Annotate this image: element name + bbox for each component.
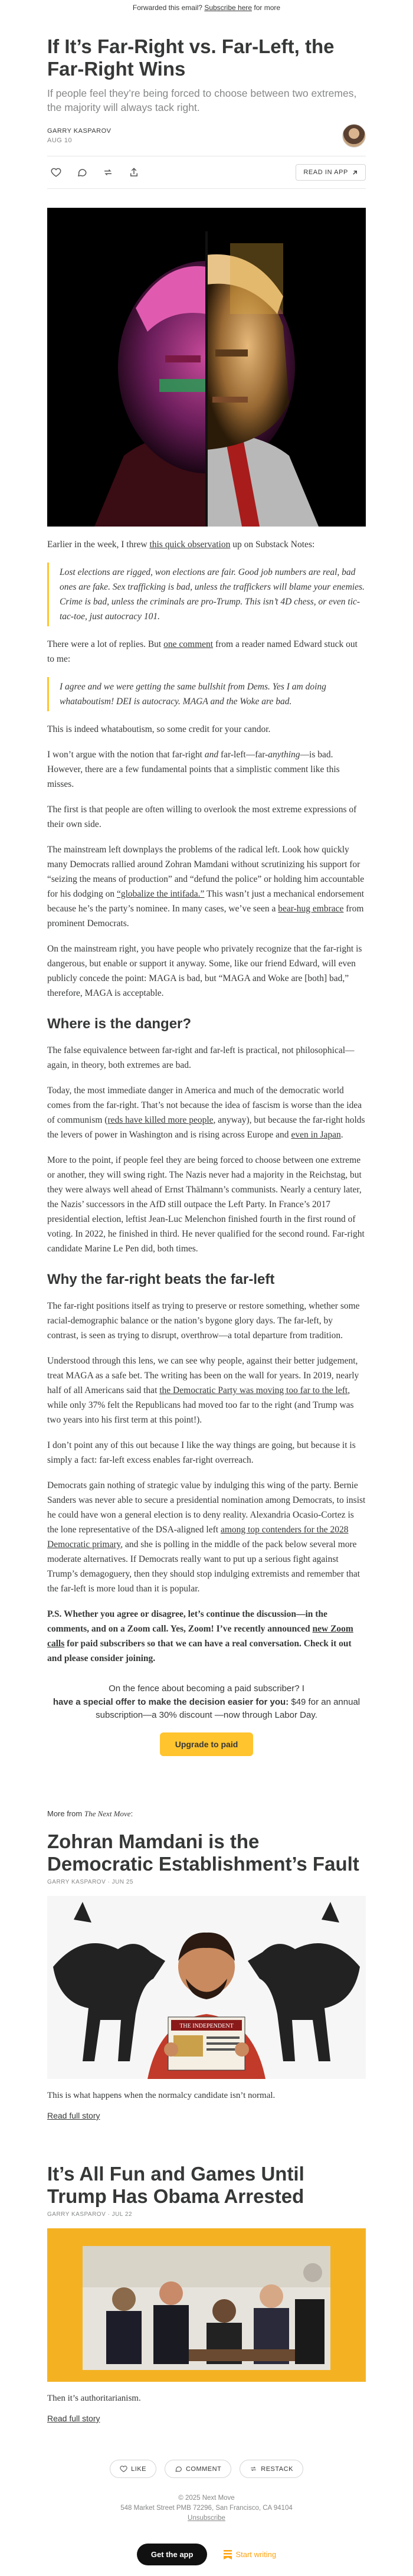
more-from-label: More from The Next Move: <box>47 1809 133 1818</box>
paragraph: I won’t argue with the notion that far-right and far-left—far-anything—is bad. However, there are a few fundamental points that a simplistic comment like this misses. <box>47 750 340 789</box>
restack-icon <box>250 2465 257 2473</box>
related-post-card <box>47 2163 366 2424</box>
byline <box>47 124 366 148</box>
reds-link[interactable]: reds have killed more people <box>107 1115 214 1125</box>
comment-button[interactable]: COMMENT <box>165 2460 231 2478</box>
unsubscribe-link[interactable]: Unsubscribe <box>188 2515 225 2522</box>
section-heading: Why the far-right beats the far-left <box>47 1271 275 1287</box>
card-title[interactable]: Zohran Mamdani is the Democratic Establishment’s Fault <box>47 1830 359 1875</box>
post-title[interactable]: If It’s Far-Right vs. Far-Left, the Far-Right Wins <box>47 35 335 80</box>
paragraph: Earlier in the week, I threw this quick observation up on Substack Notes: <box>47 540 315 550</box>
paragraph: The mainstream left downplays the problems of the radical left. Look how quickly many Democrats rallied around Zohran Mamdani without scrutinizing his support for “seizing the means of production” and “defund the police” or holding him accountable for his dodging on “globalize the intifada.” This wasn’t just a mechanical endorsement because he’s the party’s nominee. In many cases, we’ve seen a bear-hug embrace from prominent Democrats. <box>47 845 365 929</box>
like-button[interactable]: LIKE <box>110 2460 156 2478</box>
post-header <box>0 35 413 189</box>
footer-actions <box>47 2460 366 2478</box>
japan-link[interactable]: even in Japan <box>291 1130 341 1140</box>
hero-portrait-illustration <box>47 208 366 527</box>
card-meta: GARRY KASPAROV · JUN 25 <box>47 1879 133 1885</box>
avatar[interactable] <box>342 124 366 148</box>
read-full-story-link[interactable]: Read full story <box>47 2111 100 2120</box>
section-heading: Where is the danger? <box>47 1016 192 1032</box>
contenders-link[interactable]: among top contenders for the 2028 Democratic primary <box>47 1525 349 1549</box>
paragraph: Understood through this lens, we can see why people, against their better judgement, treat MAGA as a safe bet. The writing has been on the wall for years. In 2019, nearly half of all Americans said that the Democratic Party was moving too far to the left, while only 37% felt the Republicans had moved too far to the right (and Trump was two years into his first term at this point!). <box>47 1356 359 1425</box>
post-date: AUG 10 <box>47 137 73 144</box>
card-image[interactable] <box>47 1896 366 2079</box>
comment-link[interactable]: one comment <box>163 639 214 649</box>
comment-icon[interactable] <box>73 164 91 181</box>
get-app-button[interactable]: Get the app <box>137 2544 208 2565</box>
blockquote: I agree and we were getting the same bullshit from Dems. Yes I am doing whataboutism! DEI is autocracy. MAGA and the Woke are bad. <box>47 677 366 711</box>
footer <box>47 2493 366 2523</box>
paragraph: I don’t point any of this out because I like the way things are going, but because it is simply a fact: far-left excess enables far-right overreach. <box>47 1440 356 1465</box>
restack-icon[interactable] <box>99 164 117 181</box>
hero-image <box>47 208 366 527</box>
address: 548 Market Street PMB 72296, San Francisco, CA 94104 <box>120 2505 293 2512</box>
share-icon[interactable] <box>125 164 143 181</box>
substack-logo-icon <box>224 2550 232 2559</box>
read-in-app-button[interactable]: READ IN APP <box>296 164 366 181</box>
intifada-link[interactable]: “globalize the intifada.” <box>116 889 205 899</box>
postscript: P.S. Whether you agree or disagree, let’s continue the discussion—in the comments, and on a Zoom call. Yes, Zoom! I’ve recently announced new Zoom calls for paid subscribers so that we can have a real conversation. Check it out and please consider joining. <box>47 1609 353 1663</box>
sign-text: THE INDEPENDENT <box>179 2023 234 2029</box>
card-caption: This is what happens when the normalcy candidate isn’t normal. <box>47 2091 276 2100</box>
restack-button[interactable]: RESTACK <box>240 2460 303 2478</box>
offer-question: On the fence about becoming a paid subscriber? I <box>109 1683 304 1694</box>
paragraph: The first is that people are often willing to overlook the most extreme expressions of their own side. <box>47 805 357 829</box>
card-image[interactable] <box>47 2228 366 2382</box>
author-name[interactable]: GARRY KASPAROV <box>47 128 112 135</box>
forward-note: Forwarded this email? Subscribe here for more <box>132 4 281 12</box>
heart-icon <box>120 2465 127 2473</box>
upgrade-button[interactable]: Upgrade to paid <box>160 1732 254 1756</box>
heart-icon[interactable] <box>47 164 65 181</box>
related-post-card <box>47 1830 366 2121</box>
subscribe-offer <box>47 1683 366 1756</box>
bear-hug-link[interactable]: bear-hug embrace <box>278 904 344 914</box>
paragraph: There were a lot of replies. But one comment from a reader named Edward stuck out to me: <box>47 639 358 664</box>
offer-text: have a special offer to make the decision easier for you: $49 for an annual subscription—a 30% discount —now through Labor Day. <box>53 1697 360 1720</box>
subscribe-link[interactable]: Subscribe here <box>204 4 253 12</box>
blockquote: Lost elections are rigged, won elections are fair. Good job numbers are real, bad ones are fake. Sex trafficking is bad, unless the traffickers will blame your enemies. Crime is bad, unless the criminals are pro-Trump. This isn’t 4D chess, or even tic-tac-toe, just autocracy 101. <box>47 563 366 626</box>
card-caption: Then it’s authoritarianism. <box>47 2394 141 2403</box>
paragraph: Democrats gain nothing of strategic value by indulging this wing of the party. Bernie Sanders was never able to secure a presidential nomination among Democrats, to insist he could have won a general election is to deny reality. Alexandria Ocasio-Cortez is the lone representative of the DSA-aligned left among top contenders for the 2028 Democratic primary, and she is polling in the middle of the pack below several more moderate alternatives. If Democrats really want to put up a serious fight against Trump’s demagoguery, then they should stop indulging extremists and remember that the far-left is more loud than it is popular. <box>47 1480 366 1594</box>
zoom-calls-link[interactable]: new Zoom calls <box>47 1624 353 1649</box>
card-meta: GARRY KASPAROV · JUL 22 <box>47 2211 132 2218</box>
app-row <box>47 2544 366 2565</box>
post-subtitle: If people feel they’re being forced to choose between two extremes, the majority will always tack right. <box>47 87 357 113</box>
paragraph: The far-right positions itself as trying to preserve or restore something, whether some racial-demographic balance or the nation’s bygone glory days. The far-left, by contrast, is seen as trying to disrupt, overthrow—a total departure from tradition. <box>47 1301 360 1341</box>
notes-link[interactable]: this quick observation <box>149 540 231 550</box>
paragraph: Today, the most immediate danger in America and much of the democratic world comes from the far-right. That’s not because the idea of fascism is worse than the idea of communism (reds have killed more people, anyway), but because the far-right holds the levers of power in Washington and is rising across Europe and even in Japan. <box>47 1086 365 1140</box>
arrest-illustration <box>47 2228 366 2382</box>
paragraph: This is indeed whataboutism, so some credit for your candor. <box>47 724 271 734</box>
paragraph: More to the point, if people feel they are being forced to choose between one extreme or another, they will swing right. The Nazis never had a majority in the Reichstag, but they were always well ahead of Ernst Thälmann’s communists. Nearly a century later, the Nazis’ successors in the AfD still outpace the Left Party. In France’s 2017 presidential election, leftist Jean-Luc Melenchon finished fourth in the first round of voting. In 2022, he finished in third. He never qualified for the second round. Far-right candidate Marine Le Pen did, both times. <box>47 1155 365 1254</box>
poll-link[interactable]: the Democratic Party was moving too far to the left <box>159 1385 348 1395</box>
card-title[interactable]: It’s All Fun and Games Until Trump Has Obama Arrested <box>47 2163 304 2207</box>
external-arrow-icon <box>352 169 358 176</box>
action-bar <box>47 156 366 189</box>
paragraph: The false equivalence between far-right and far-left is practical, not philosophical—again, in theory, both extremes are bad. <box>47 1045 355 1070</box>
read-full-story-link[interactable]: Read full story <box>47 2414 100 2423</box>
post-body <box>0 537 413 2565</box>
comment-icon <box>175 2465 182 2473</box>
paragraph: On the mainstream right, you have people who privately recognize that the far-right is dangerous, but enable or support it anyway. Some, like our friend Edward, will even publicly concede the point: MAGA is bad, but “MAGA and Woke are [both] bad,” therefore, MAGA is acceptable. <box>47 944 362 998</box>
start-writing-link[interactable]: Start writing <box>224 2550 276 2559</box>
copyright: © 2025 Next Move <box>178 2495 235 2502</box>
mamdani-illustration <box>47 1896 366 2079</box>
